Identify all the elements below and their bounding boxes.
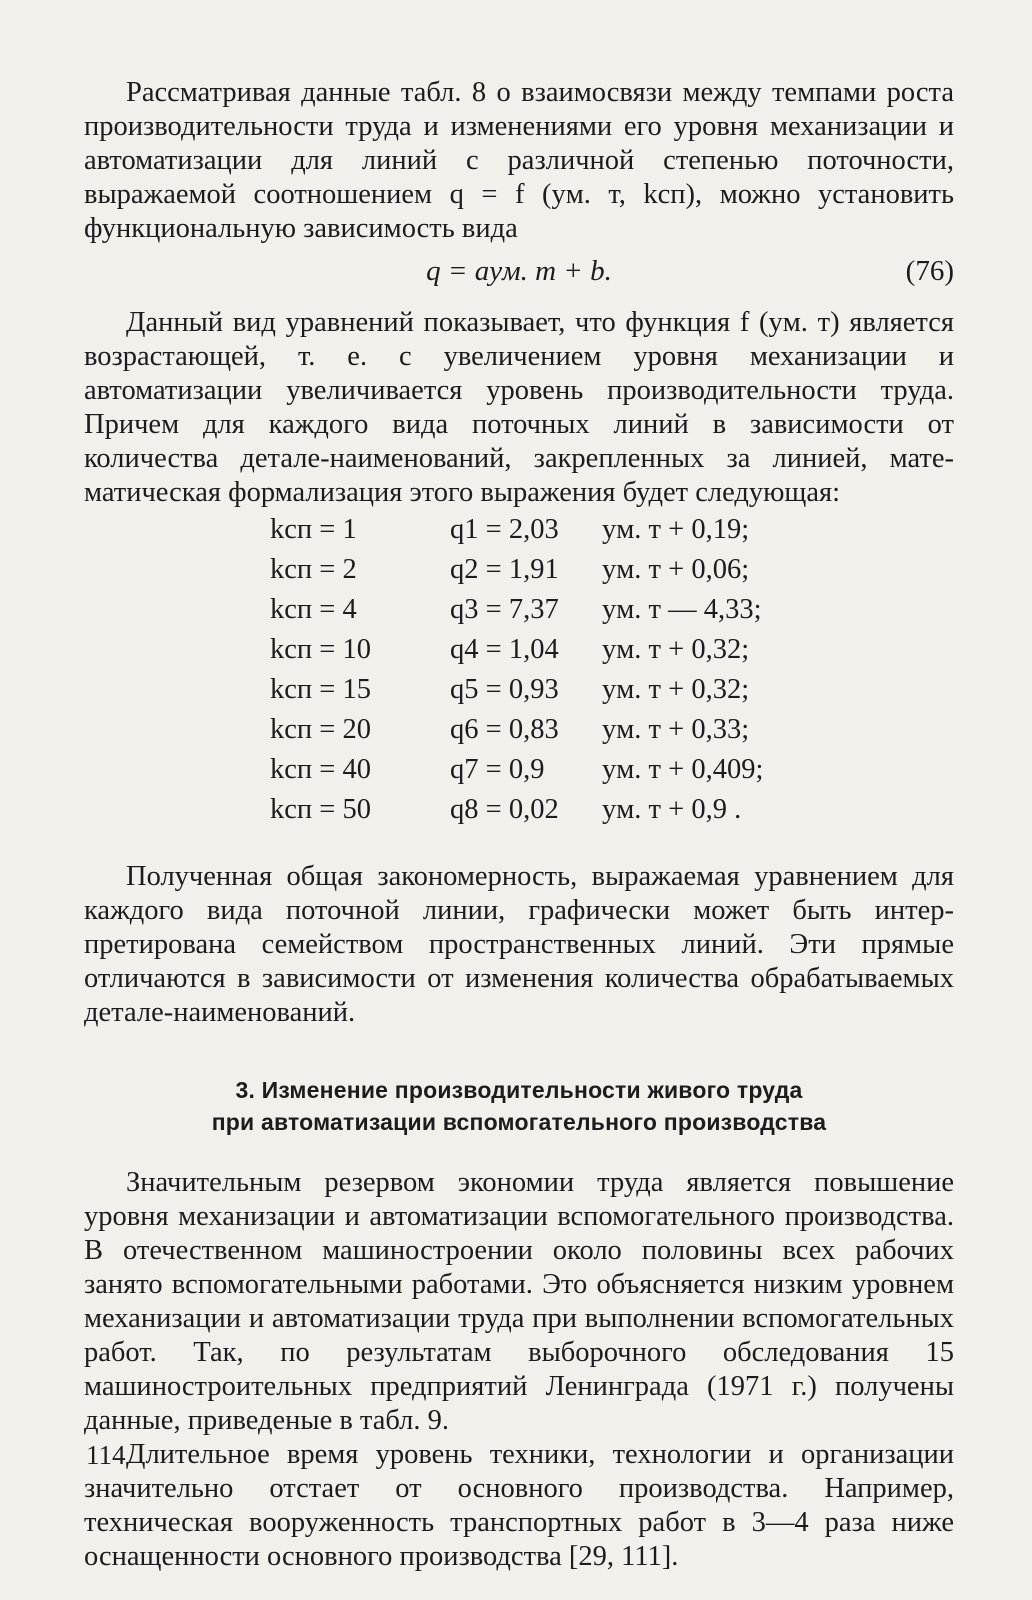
equation-row (270, 630, 763, 670)
equation-rest: yм. т + 0,06; (602, 554, 750, 585)
equation-row (270, 670, 763, 710)
equation-rest: yм. т + 0,33; (602, 714, 750, 745)
equation-q: q5 = 0,93 (450, 674, 559, 705)
spacer (84, 830, 954, 860)
equation-row (270, 750, 763, 790)
equation-q: q8 = 0,02 (450, 794, 559, 825)
equation-k: kсп = 2 (270, 554, 357, 585)
paragraph-1: Рассматривая данные табл. 8 о взаимосвязи между темпами роста производительности труда и изменениями его уровня механизации и автоматизации для линий с различной степенью поточности, выражаемой соотношением q = f (yм. т, kсп), можно установить функциональную зависимость вида (84, 77, 954, 244)
equation-rest: yм. т + 0,9 . (602, 794, 742, 825)
equation-q: q4 = 1,04 (450, 634, 559, 665)
equation-row (270, 550, 763, 590)
page-number: 114 (86, 1440, 126, 1470)
equation-row (270, 510, 763, 550)
equation-q: q1 = 2,03 (450, 514, 559, 545)
equation-k: kсп = 10 (270, 634, 371, 665)
equation-row (270, 710, 763, 750)
equation-q: q6 = 0,83 (450, 714, 559, 745)
equation-k: kсп = 40 (270, 754, 371, 785)
equation-rest: yм. т — 4,33; (602, 594, 762, 625)
paragraph-2: Данный вид уравнений показывает, что функция f (yм. т) является возрастающей, т. е. с увеличением уровня механизации и автоматизации увеличивается уровень производительности труда. Причем для каждого вида поточных линий в зависимости от количества детале-наименований, закрепленных за линией, математическая формализация этого выражения будет следующая: (84, 307, 954, 508)
equation-k: kсп = 4 (270, 594, 357, 625)
equation-row (270, 790, 763, 830)
equation-k: kсп = 1 (270, 514, 357, 545)
equation-k: kсп = 15 (270, 674, 371, 705)
equation-row (270, 590, 763, 630)
paragraph-5: Длительное время уровень техники, технологии и организации значительно отстает от основного производства. Например, техническая вооруженность транспортных работ в 3—4 раза ниже оснащенности основного производства [29, 111]. (84, 1439, 954, 1572)
equation-q: q2 = 1,91 (450, 554, 559, 585)
formula-76-expression: q = ayм. т + b. (426, 255, 612, 287)
paragraph-3: Полученная общая закономерность, выражаемая уравнением для каждого вида поточной линии, графически может быть интерпретирована семейством пространственных линий. Эти прямые отличаются в зависимости от изменения количества обрабатываемых детале-наименований. (84, 861, 954, 1028)
equation-rest: yм. т + 0,19; (602, 514, 750, 545)
section-heading-line-1: 3. Изменение производительности живого труда (235, 1077, 803, 1103)
section-heading-line-2: при автоматизации вспомогательного производства (211, 1109, 827, 1135)
equation-q: q3 = 7,37 (450, 594, 559, 625)
formula-76-number: (76) (905, 255, 954, 287)
equation-rest: yм. т + 0,32; (602, 674, 750, 705)
equation-rest: yм. т + 0,409; (602, 754, 764, 785)
formula-76 (84, 254, 954, 288)
equation-k: kсп = 20 (270, 714, 371, 745)
equation-q: q7 = 0,9 (450, 754, 545, 785)
equation-k: kсп = 50 (270, 794, 371, 825)
equation-list (270, 510, 763, 830)
section-heading (84, 1074, 954, 1138)
equation-rest: yм. т + 0,32; (602, 634, 750, 665)
paragraph-4: Значительным резервом экономии труда является повышение уровня механизации и автоматизации вспомогательного производства. В отечественном машиностроении около половины всех рабочих занято вспомогательными работами. Это объясняется низким уровнем механизации и автоматизации труда при выполнении вспомогательных работ. Так, по результатам выборочного обследования 15 машиностроительных предприятий Ленинграда (1971 г.) получены данные, приведеные в табл. 9. (84, 1167, 954, 1436)
